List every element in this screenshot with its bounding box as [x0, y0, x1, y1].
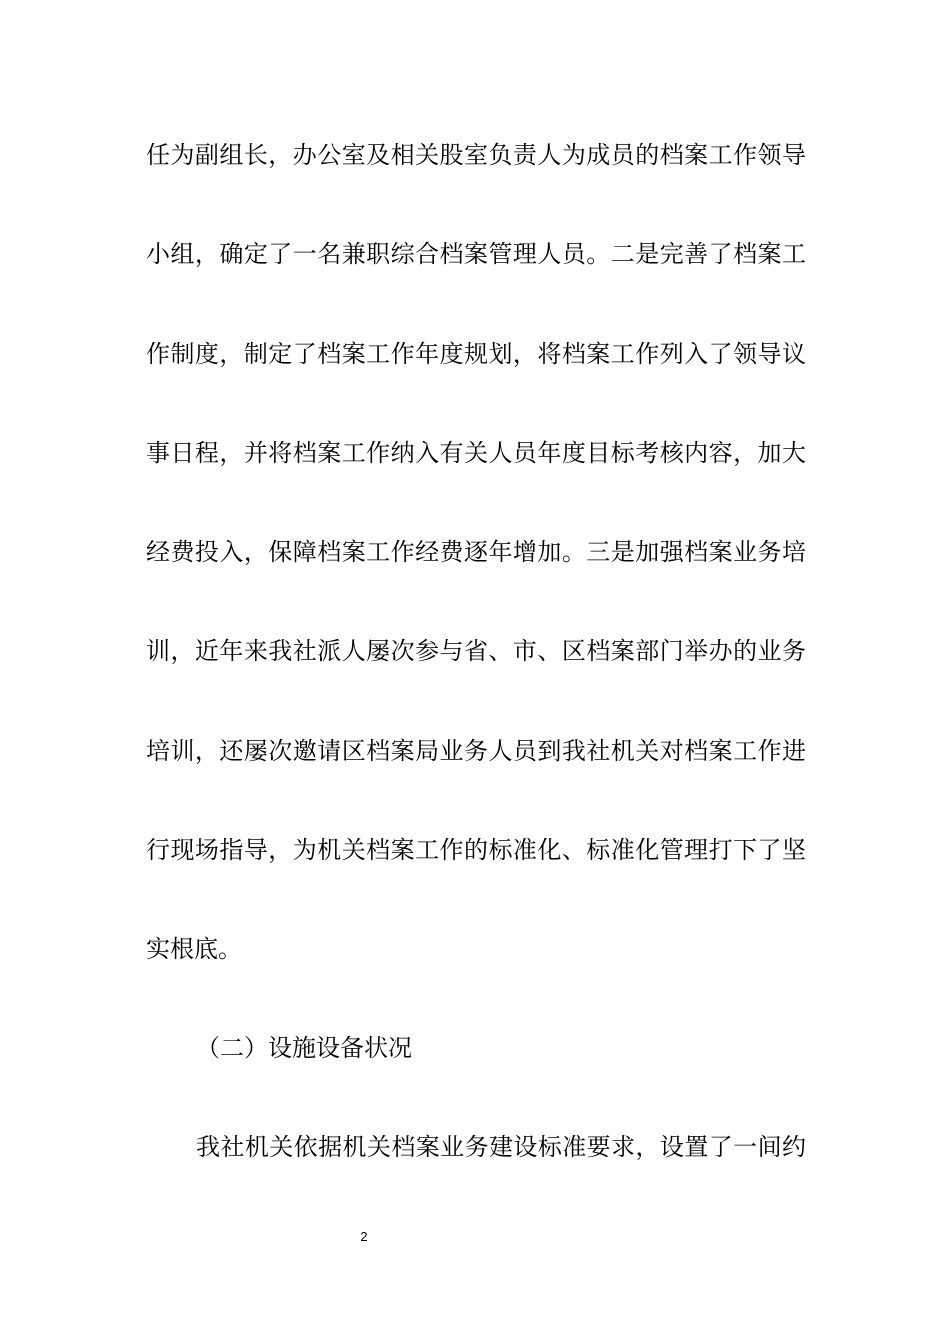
paragraph-first-line: 我社机关依据机关档案业务建设标准要求，设置了一间约: [196, 1133, 806, 1161]
body-text-line: 作制度，制定了档案工作年度规划，将档案工作列入了领导议: [146, 340, 806, 368]
page-number: 2: [360, 1229, 368, 1244]
body-text-line: 培训，还屡次邀请区档案局业务人员到我社机关对档案工作进: [146, 737, 806, 765]
section-heading: （二）设施设备状况: [196, 1034, 412, 1062]
body-text-line: 任为副组长，办公室及相关股室负责人为成员的档案工作领导: [146, 141, 806, 169]
body-text-line: 经费投入，保障档案工作经费逐年增加。三是加强档案业务培: [146, 538, 806, 566]
body-text-line: 训，近年来我社派人屡次参与省、市、区档案部门举办的业务: [146, 637, 806, 665]
body-text-line: 小组，确定了一名兼职综合档案管理人员。二是完善了档案工: [146, 240, 806, 268]
body-text-line: 实根底。: [146, 935, 242, 963]
body-text-line: 行现场指导，为机关档案工作的标准化、标准化管理打下了坚: [146, 836, 806, 864]
body-text-line: 事日程，并将档案工作纳入有关人员年度目标考核内容，加大: [146, 439, 806, 467]
